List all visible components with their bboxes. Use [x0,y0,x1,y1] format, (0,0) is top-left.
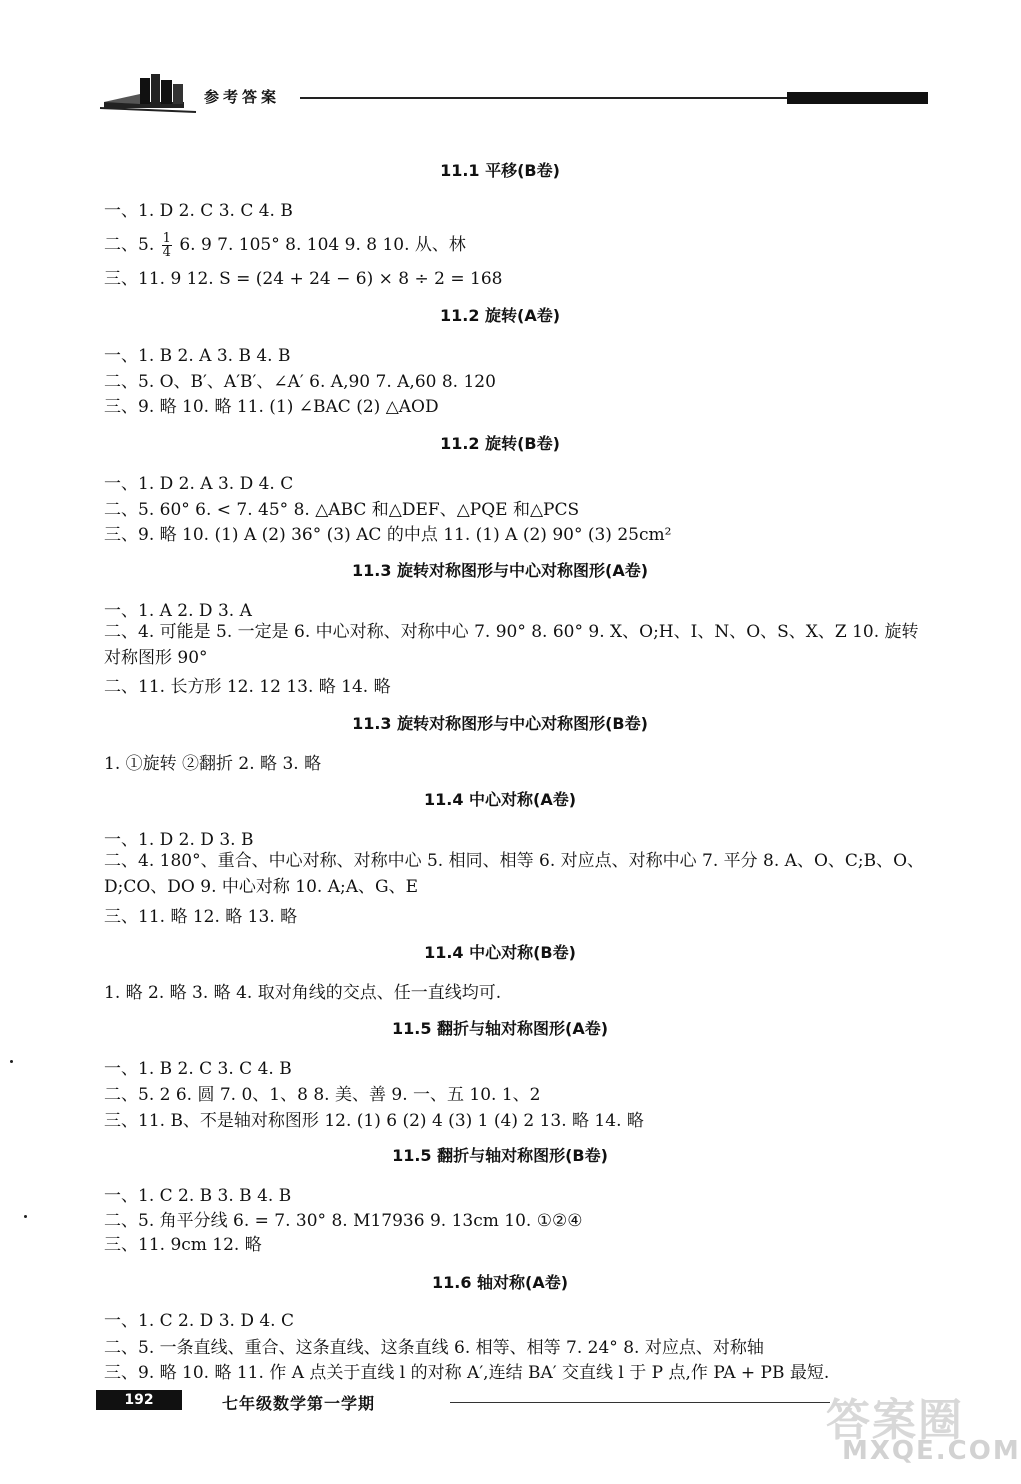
section-title: 11.4 中心对称(B卷) [424,943,576,962]
answer-line: 1. 略 2. 略 3. 略 4. 取对角线的交点、任一直线均可. [104,983,502,1003]
watermark-url: MXQE.COM [842,1436,1021,1466]
header-rule [300,97,787,99]
section-title: 11.5 翻折与轴对称图形(A卷) [391,1019,609,1038]
answer-line: 一、1. D 2. C 3. C 4. B [104,201,293,221]
watermark-logo: 答案圈 [826,1395,964,1446]
footer-rule [450,1402,830,1403]
section-title: 11.3 旋转对称图形与中心对称图形(A卷) [351,561,649,580]
answer-line: 一、1. D 2. A 3. D 4. C [104,474,294,494]
section-title: 11.2 旋转(B卷) [440,434,560,453]
answer-line: 二、4. 可能是 5. 一定是 6. 中心对称、对称中心 7. 90° 8. 60° 9. X、O;H、I、N、O、S、X、Z 10. 旋转对称图形 90° [104,622,919,668]
page-number: 192 [96,1390,182,1410]
scan-dot [10,1060,13,1063]
fraction [162,232,172,259]
section-title: 11.6 轴对称(A卷) [431,1273,569,1292]
section-title: 11.3 旋转对称图形与中心对称图形(B卷) [352,714,648,733]
scan-dot [24,1215,27,1218]
answer-line: 三、11. B、不是轴对称图形 12. (1) 6 (2) 4 (3) 1 (4) 2 13. 略 14. 略 [104,1111,644,1131]
answer-line: 1. ①旋转 ②翻折 2. 略 3. 略 [104,754,322,774]
answer-line: 三、9. 略 10. 略 11. (1) ∠BAC (2) △AOD [104,397,439,417]
section-title: 11.5 翻折与轴对称图形(B卷) [392,1146,608,1165]
answer-line: 三、11. 9 12. S = (24 + 24 − 6) × 8 ÷ 2 = 168 [104,269,503,289]
header-bar [787,92,928,104]
answer-line: 二、11. 长方形 12. 12 13. 略 14. 略 [104,677,391,697]
answer-line: 一、1. A 2. D 3. A [104,601,252,621]
answer-line: 二、5. O、B′、A′B′、∠A′ 6. A,90 7. A,60 8. 120 [104,372,496,392]
answer-line: 三、11. 9cm 12. 略 [104,1235,262,1255]
answer-line: 二、5. 2 6. 圆 7. 0、1、8 8. 美、善 9. 一、五 10. 1、2 [104,1085,541,1105]
fraction-numerator: 1 [162,231,171,246]
answer-line: 一、1. C 2. B 3. B 4. B [104,1186,292,1206]
section-title: 11.1 平移(B卷) [440,161,560,180]
section-title: 11.2 旋转(A卷) [439,306,561,325]
answer-line: 二、5. 一条直线、重合、这条直线、这条直线 6. 相等、相等 7. 24° 8. 对应点、对称轴 [104,1338,764,1358]
answer-line: 三、9. 略 10. (1) A (2) 36° (3) AC 的中点 11. (1) A (2) 90° (3) 25cm² [104,525,672,545]
answer-line: 一、1. B 2. C 3. C 4. B [104,1059,292,1079]
answer-line: 二、4. 180°、重合、中心对称、对称中心 5. 相同、相等 6. 对应点、对称中心 7. 平分 8. A、O、C;B、O、D;CO、DO 9. 中心对称 10. A;A、G、E [104,851,925,897]
fraction-denominator: 4 [162,245,171,260]
answer-line: 一、1. B 2. A 3. B 4. B [104,346,291,366]
answer-line: 三、9. 略 10. 略 11. 作 A 点关于直线 l 的对称 A′,连结 BA′ 交直线 l 于 P 点,作 PA + PB 最短. [104,1363,830,1383]
answer-prefix: 二、5. [104,235,155,255]
header-title: 参考答案 [204,88,281,106]
section-title: 11.4 中心对称(A卷) [423,790,577,809]
answer-rest: 6. 9 7. 105° 8. 104 9. 8 10. 从、林 [179,235,466,255]
answer-line: 一、1. D 2. D 3. B [104,830,254,850]
books-icon [100,72,200,114]
answer-line-fraction [104,230,934,259]
answer-line: 一、1. C 2. D 3. D 4. C [104,1311,294,1331]
answer-line: 二、5. 60° 6. < 7. 45° 8. △ABC 和△DEF、△PQE 和△PCS [104,500,580,520]
answer-line: 三、11. 略 12. 略 13. 略 [104,907,298,927]
answer-line: 二、5. 角平分线 6. = 7. 30° 8. M17936 9. 13cm 10. ①②④ [104,1211,583,1231]
book-title: 七年级数学第一学期 [222,1394,376,1413]
